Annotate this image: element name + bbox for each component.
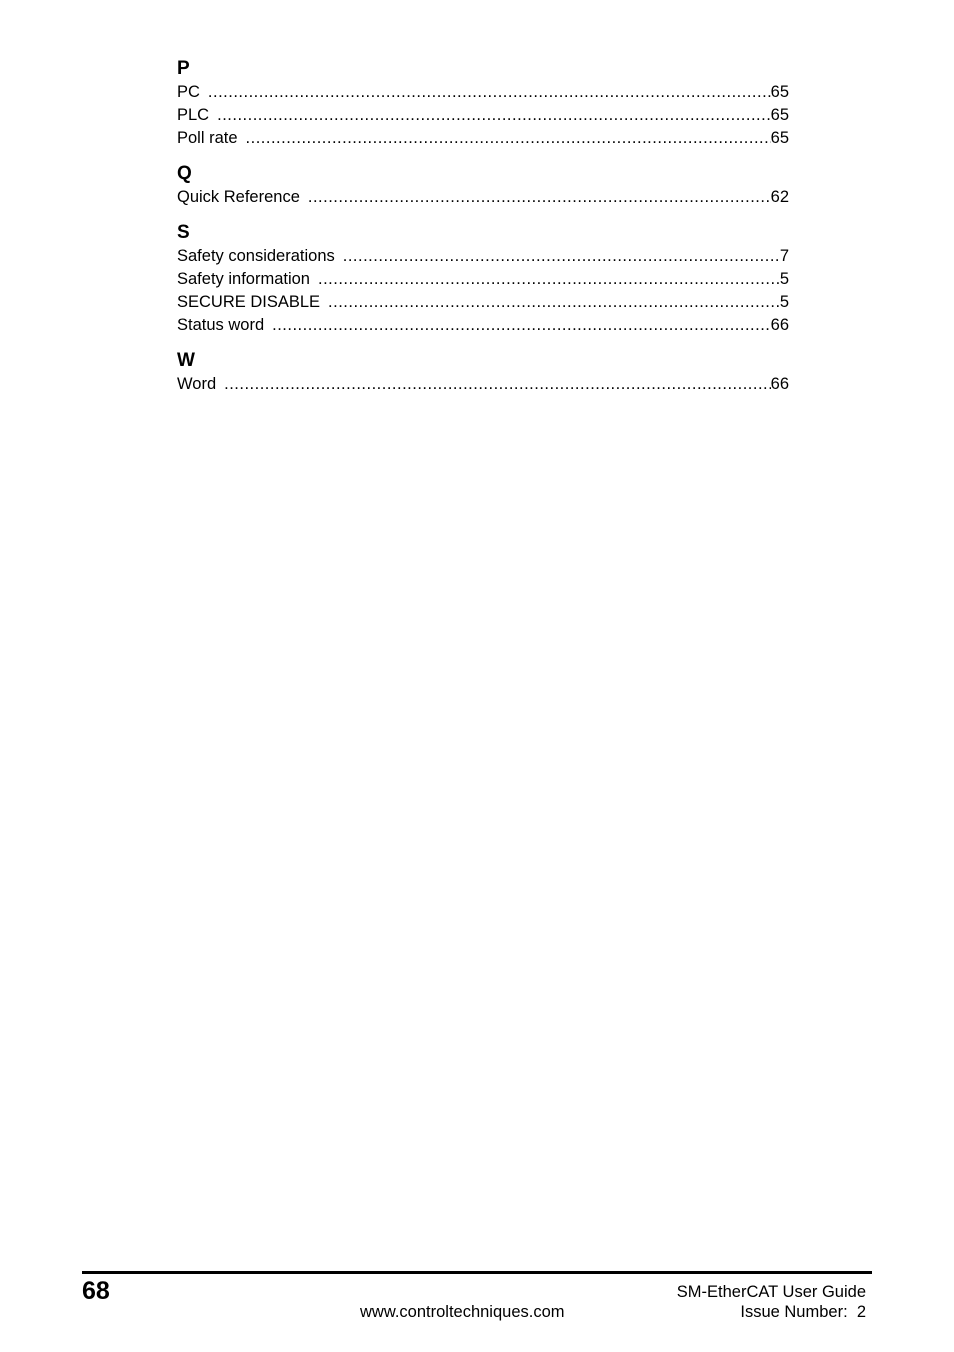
index-section-q (177, 163, 789, 209)
entry-term: Poll rate (177, 129, 238, 147)
entry-page: 5 (779, 270, 789, 288)
index-entry (177, 186, 789, 209)
entry-term: Safety information (177, 270, 310, 288)
footer-rule (82, 1271, 872, 1274)
entry-page: 66 (770, 316, 789, 334)
index-entry (177, 268, 789, 291)
entry-page: 7 (779, 247, 789, 265)
entry-page: 66 (770, 375, 789, 393)
entry-term: SECURE DISABLE (177, 293, 321, 311)
page-number: 68 (82, 1277, 110, 1305)
dot-leader (328, 291, 780, 314)
index-section-s (177, 222, 789, 337)
entry-term: Word (177, 375, 217, 393)
section-gap (177, 337, 789, 350)
section-letter: S (177, 222, 190, 243)
footer-guide-info (677, 1282, 866, 1322)
dot-leader (246, 127, 771, 150)
entry-term: PC (177, 83, 200, 101)
dot-leader (318, 268, 780, 291)
index-entry (177, 127, 789, 150)
dot-leader (308, 186, 771, 209)
section-gap (177, 150, 789, 163)
entry-term: Status word (177, 316, 265, 334)
index-entry (177, 81, 789, 104)
section-letter: Q (177, 163, 192, 184)
index-section-w (177, 350, 789, 396)
index-entry (177, 104, 789, 127)
dot-leader (272, 314, 771, 337)
index-entry (177, 314, 789, 337)
entry-term: PLC (177, 106, 210, 124)
dot-leader (208, 81, 771, 104)
entry-page: 65 (770, 83, 789, 101)
entry-term: Quick Reference (177, 188, 300, 206)
dot-leader (343, 245, 780, 268)
dot-leader (217, 104, 771, 127)
guide-title: SM-EtherCAT User Guide (676, 1283, 866, 1301)
entry-page: 65 (770, 106, 789, 124)
entry-term: Safety considerations (177, 247, 335, 265)
index-list (177, 58, 789, 396)
section-letter: P (177, 58, 190, 79)
section-gap (177, 209, 789, 222)
footer-website: www.controltechniques.com (360, 1303, 565, 1321)
entry-page: 5 (779, 293, 789, 311)
index-section-p (177, 58, 789, 150)
issue-number: Issue Number: 2 (740, 1303, 866, 1321)
index-entry (177, 245, 789, 268)
index-entry (177, 373, 789, 396)
entry-page: 62 (770, 188, 789, 206)
index-entry (177, 291, 789, 314)
entry-page: 65 (770, 129, 789, 147)
dot-leader (224, 373, 771, 396)
section-letter: W (177, 350, 195, 371)
